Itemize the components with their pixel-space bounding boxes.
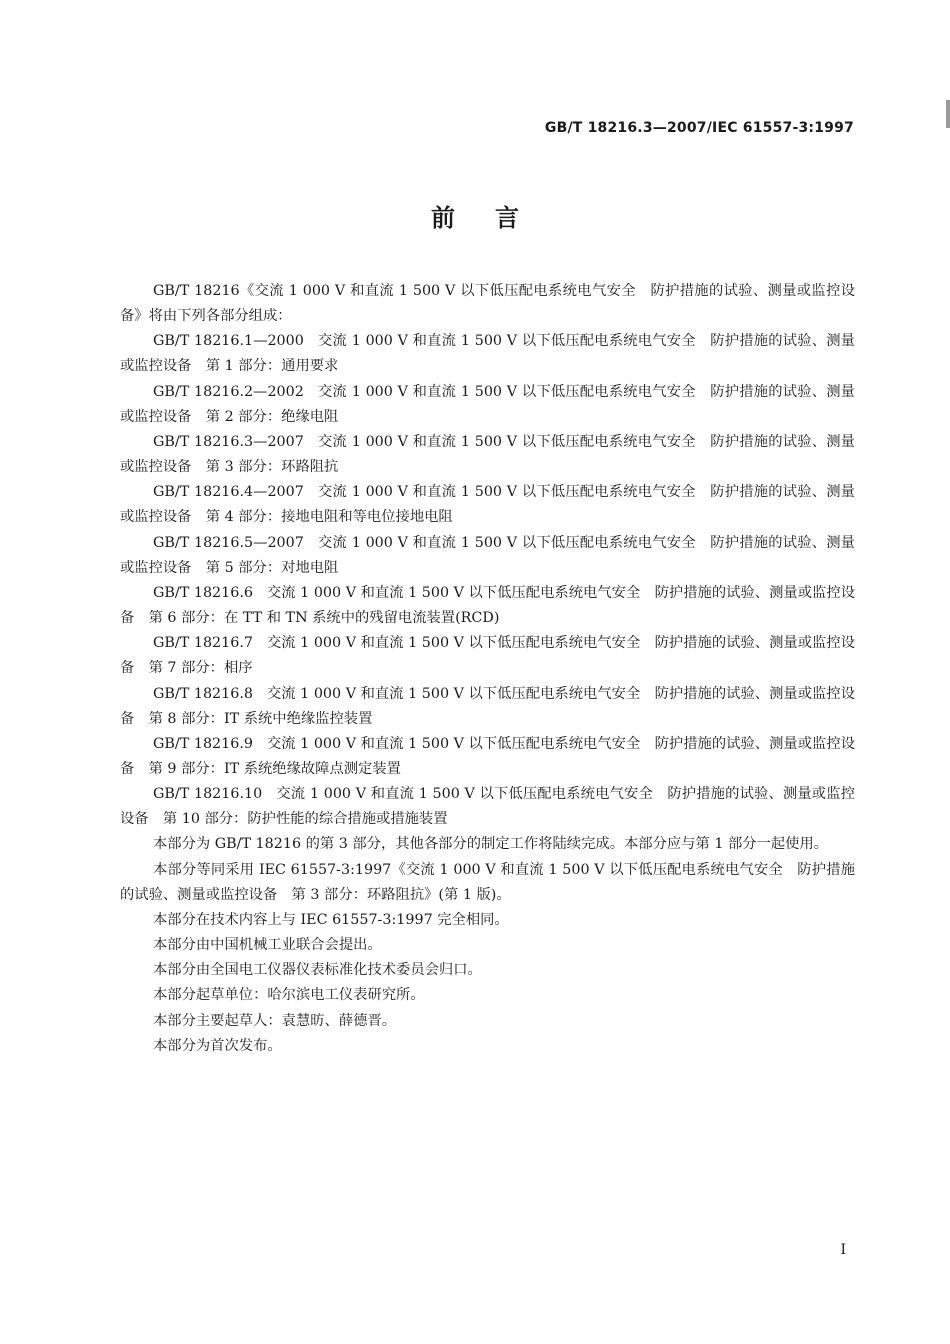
body-paragraph: 本部分为 GB/T 18216 的第 3 部分，其他各部分的制定工作将陆续完成。本部分应与第 1 部分一起使用。	[153, 836, 829, 853]
part-title: 交流 1 000 V 和直流 1 500 V 以下低压配电系统电气安全 防护措施的试验、测量或监控设备 第 3 部分：环路阻抗	[120, 433, 855, 476]
scan-edge-mark	[946, 100, 950, 128]
body-paragraph: 本部分由全国电工仪器仪表标准化技术委员会归口。	[153, 962, 482, 979]
part-title: 交流 1 000 V 和直流 1 500 V 以下低压配电系统电气安全 防护措施的试验、测量或监控设备 第 10 部分：防护性能的综合措施或措施装置	[120, 786, 855, 828]
part-entry	[120, 631, 855, 681]
intro-paragraph: GB/T 18216《交流 1 000 V 和直流 1 500 V 以下低压配电系统电气安全 防护措施的试验、测量或监控设备》将由下列各部分组成：	[120, 283, 855, 325]
part-entry	[120, 329, 855, 379]
part-title: 交流 1 000 V 和直流 1 500 V 以下低压配电系统电气安全 防护措施的试验、测量或监控设备 第 7 部分：相序	[120, 635, 855, 677]
part-code: GB/T 18216.4—2007	[153, 484, 304, 501]
part-entry	[120, 430, 855, 480]
part-entry	[120, 380, 855, 430]
part-title: 交流 1 000 V 和直流 1 500 V 以下低压配电系统电气安全 防护措施的试验、测量或监控设备 第 2 部分：绝缘电阻	[120, 383, 855, 425]
part-code: GB/T 18216.6	[153, 584, 253, 601]
part-entry	[120, 682, 855, 732]
part-code: GB/T 18216.1—2000	[153, 333, 304, 350]
part-title: 交流 1 000 V 和直流 1 500 V 以下低压配电系统电气安全 防护措施的试验、测量或监控设备 第 6 部分：在 TT 和 TN 系统中的残留电流装置(RCD)	[120, 584, 855, 627]
standard-code-header: GB/T 18216.3—2007/IEC 61557-3:1997	[544, 120, 854, 136]
part-code: GB/T 18216.5—2007	[153, 534, 304, 551]
part-title: 交流 1 000 V 和直流 1 500 V 以下低压配电系统电气安全 防护措施的试验、测量或监控设备 第 9 部分：IT 系统绝缘故障点测定装置	[120, 735, 855, 777]
part-title: 交流 1 000 V 和直流 1 500 V 以下低压配电系统电气安全 防护措施的试验、测量或监控设备 第 4 部分：接地电阻和等电位接地电阻	[120, 484, 855, 526]
part-title: 交流 1 000 V 和直流 1 500 V 以下低压配电系统电气安全 防护措施的试验、测量或监控设备 第 8 部分：IT 系统中绝缘监控装置	[120, 685, 855, 727]
body-paragraph: 本部分为首次发布。	[153, 1037, 282, 1054]
body-paragraph: 本部分等同采用 IEC 61557-3:1997《交流 1 000 V 和直流 1 500 V 以下低压配电系统电气安全 防护措施的试验、测量或监控设备 第 3 部分：环路阻抗》(第 1 版)。	[120, 861, 855, 903]
body-paragraph: 本部分由中国机械工业联合会提出。	[153, 937, 382, 954]
part-title: 交流 1 000 V 和直流 1 500 V 以下低压配电系统电气安全 防护措施的试验、测量或监控设备 第 1 部分：通用要求	[120, 333, 855, 375]
part-code: GB/T 18216.2—2002	[153, 383, 304, 400]
part-title: 交流 1 000 V 和直流 1 500 V 以下低压配电系统电气安全 防护措施的试验、测量或监控设备 第 5 部分：对地电阻	[120, 534, 855, 576]
body-paragraph: 本部分在技术内容上与 IEC 61557-3:1997 完全相同。	[153, 911, 509, 928]
page-number: I	[840, 1242, 846, 1258]
part-entry	[120, 531, 855, 581]
page-title: 前言	[431, 204, 559, 232]
part-code: GB/T 18216.10	[153, 786, 263, 803]
part-entry	[120, 732, 855, 782]
part-entry	[120, 782, 855, 832]
part-entry	[120, 581, 855, 631]
part-code: GB/T 18216.7	[153, 635, 253, 652]
part-code: GB/T 18216.3—2007	[153, 433, 304, 450]
body-paragraph: 本部分主要起草人：袁慧昉、薛德晋。	[153, 1012, 397, 1029]
part-entry	[120, 480, 855, 530]
body-paragraph: 本部分起草单位：哈尔滨电工仪表研究所。	[153, 987, 425, 1004]
part-code: GB/T 18216.8	[153, 685, 253, 702]
foreword-body	[120, 279, 855, 1059]
part-code: GB/T 18216.9	[153, 735, 253, 752]
